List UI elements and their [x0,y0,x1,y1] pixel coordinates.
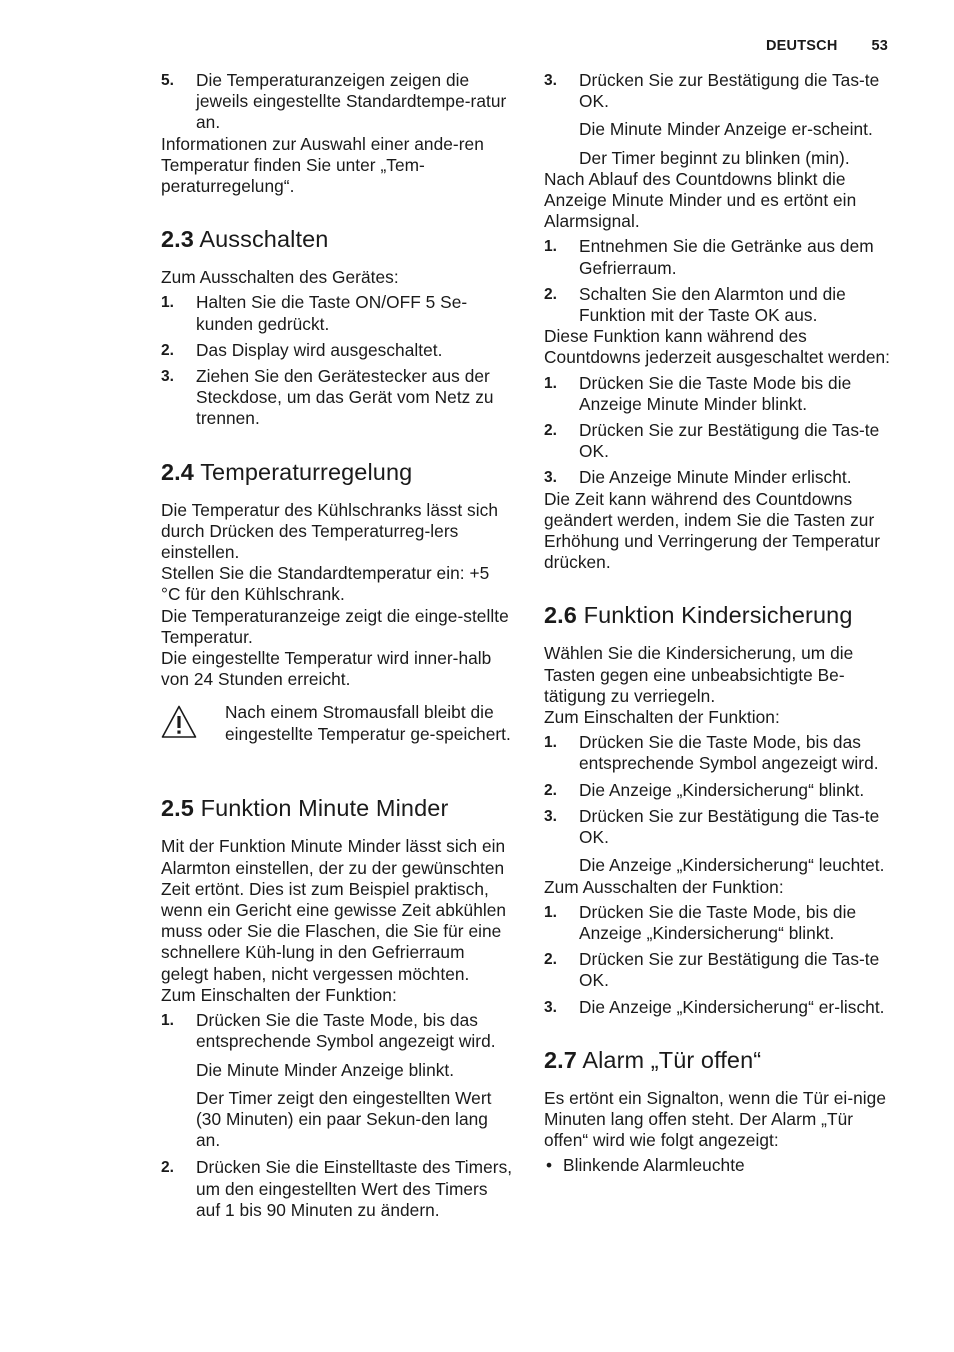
list-subtext: Die Minute Minder Anzeige er-scheint. [579,119,873,140]
section-title: Temperaturregelung [200,458,413,485]
section-number: 2.3 [161,226,194,253]
list-number: 1. [544,374,558,392]
list-text: Drücken Sie zur Bestätigung die Tas-te OK. [579,949,880,991]
paragraph: Zum Ausschalten der Funktion: [544,876,784,897]
list-text: Drücken Sie die Taste Mode, bis das entsprechende Symbol angezeigt wird. [196,1010,496,1052]
list-item [544,467,898,488]
paragraph: Die Zeit kann während des Countdowns geändert werden, indem Sie die Tasten zur Erhöhung und Verringerung der Temperatur drücken. [544,488,881,573]
list-item [544,780,898,801]
list-text: Drücken Sie zur Bestätigung die Tas-te OK. [579,420,880,462]
paragraph: Wählen Sie die Kindersicherung, um die Tasten gegen eine unbeabsichtigte Be-tätigung zu verriegeln. [544,643,854,706]
header-language: DEUTSCH [766,38,838,54]
list-number: 2. [544,422,558,440]
list-number: 2. [544,285,558,303]
list-item [161,70,513,134]
list-number: 3. [161,368,175,386]
list-number: 1. [544,734,558,752]
list-number: 1. [161,294,175,312]
paragraph: Zum Ausschalten des Gerätes: [161,267,399,288]
list-number: 5. [161,72,175,89]
paragraph: Zum Einschalten der Funktion: [161,984,397,1005]
bullet-item [544,1155,898,1176]
section-heading-2-6 [544,601,898,629]
list-item [161,366,513,430]
page-number: 53 [871,38,888,54]
list-text: Drücken Sie die Taste Mode, bis das entsprechende Symbol angezeigt wird. [579,732,879,774]
list-number: 3. [544,469,558,487]
list-number: 3. [544,72,558,89]
paragraph: Nach Ablauf des Countdowns blinkt die Anzeige Minute Minder und es ertönt ein Alarmsignal. [544,168,857,232]
warning-triangle-icon [161,704,197,740]
list-subtext: Der Timer beginnt zu blinken (min). [579,147,850,168]
list-number: 2. [544,951,558,969]
paragraph: Die eingestellte Temperatur wird inner-halb von 24 Stunden erreicht. [161,648,492,690]
list-number: 2. [544,781,558,799]
list-subtext: Die Anzeige „Kindersicherung“ leuchtet. [579,855,885,876]
section-title: Funktion Minute Minder [200,795,449,822]
paragraph: Die Temperatur des Kühlschranks lässt sich durch Drücken des Temperaturreg-lers einstellen. [161,499,498,563]
list-number: 2. [161,1159,175,1177]
bullet-text: Blinkende Alarmleuchte [563,1155,745,1176]
list-number: 1. [544,238,558,256]
list-number: 1. [161,1012,175,1030]
paragraph: Die Temperaturanzeige zeigt die einge-stellte Temperatur. [161,605,509,647]
list-item [544,902,898,944]
list-text: Drücken Sie die Taste Mode, bis die Anzeige „Kindersicherung“ blinkt. [579,901,857,943]
list-subtext: Der Timer zeigt den eingestellten Wert (30 Minuten) ein paar Sekun-den lang an. [196,1087,492,1151]
section-heading-2-7 [544,1046,898,1074]
paragraph: Zum Einschalten der Funktion: [544,707,780,728]
paragraph: Mit der Funktion Minute Minder lässt sich ein Alarmton einstellen, der zu der gewünschten Zeit ertönt. Dies ist zum Beispiel praktisch, wenn ein Gericht eine gewisse Zeit abkühlen muss oder Sie die Flaschen, die Sie für eine schnellere Küh-lung in den Gefrierraum gelegt haben, nicht vergessen möchten. [161,836,507,984]
list-text: Die Temperaturanzeigen zeigen die jeweils eingestellte Standardtempe-ratur an. [196,70,507,133]
warning-text: Nach einem Stromausfall bleibt die eingestellte Temperatur ge-speichert. [225,702,511,744]
list-item [544,373,898,415]
section-number: 2.6 [544,602,577,629]
list-item [544,284,898,326]
section-number: 2.5 [161,795,194,822]
list-item [544,997,898,1018]
list-number: 2. [161,341,175,359]
bullet-dot: • [546,1155,553,1176]
list-item [161,1157,513,1221]
list-text: Das Display wird ausgeschaltet. [196,339,443,360]
list-item [161,340,513,361]
list-item [544,732,898,774]
list-text: Drücken Sie zur Bestätigung die Tas-te OK. [579,805,880,848]
page-header [766,38,888,58]
list-item [161,1010,513,1052]
section-heading-2-5 [161,794,513,822]
list-number: 3. [544,807,558,825]
section-number: 2.4 [161,458,194,485]
section-title: Funktion Kindersicherung [583,602,853,629]
list-text: Die Anzeige Minute Minder erlischt. [579,467,852,488]
section-heading-2-4 [161,458,513,486]
list-text: Die Anzeige „Kindersicherung“ er-lischt. [579,996,885,1017]
list-number: 3. [544,998,558,1016]
paragraph: Informationen zur Auswahl einer ande-ren Temperatur finden Sie unter „Tem-peraturregelung“. [161,133,484,197]
list-item [161,292,513,334]
left-column [161,70,513,1226]
list-subtext: Die Minute Minder Anzeige blinkt. [196,1059,455,1080]
section-heading-2-3 [161,225,513,253]
list-number: 1. [544,903,558,921]
section-title: Ausschalten [199,226,329,253]
list-item [544,949,898,991]
list-text: Entnehmen Sie die Getränke aus dem Gefrierraum. [579,236,874,278]
paragraph: Stellen Sie die Standardtemperatur ein: +5 °C für den Kühlschrank. [161,563,490,605]
paragraph: Diese Funktion kann während des Countdowns jederzeit ausgeschaltet werden: [544,326,891,368]
list-item [544,806,898,848]
list-text: Ziehen Sie den Gerätestecker aus der Steckdose, um das Gerät vom Netz zu trennen. [196,366,494,429]
list-item [544,420,898,462]
warning-note [161,702,513,766]
right-column [544,70,898,1181]
section-title: Alarm „Tür offen“ [582,1046,762,1073]
list-text: Die Anzeige „Kindersicherung“ blinkt. [579,779,865,800]
paragraph: Es ertönt ein Signalton, wenn die Tür ei-nige Minuten lang offen steht. Der Alarm „Tür offen“ wird wie folgt angezeigt: [544,1087,887,1151]
list-text: Schalten Sie den Alarmton und die Funktion mit der Taste OK aus. [579,283,846,326]
list-item [544,70,898,112]
list-text: Drücken Sie zur Bestätigung die Tas-te OK. [579,70,880,112]
list-text: Drücken Sie die Einstelltaste des Timers, um den eingestellten Wert des Timers auf 1 bis 90 Minuten zu ändern. [196,1157,513,1220]
list-item [544,236,898,278]
section-number: 2.7 [544,1046,577,1073]
list-text: Drücken Sie die Taste Mode bis die Anzeige Minute Minder blinkt. [579,372,852,414]
list-text: Halten Sie die Taste ON/OFF 5 Se-kunden gedrückt. [196,292,468,334]
